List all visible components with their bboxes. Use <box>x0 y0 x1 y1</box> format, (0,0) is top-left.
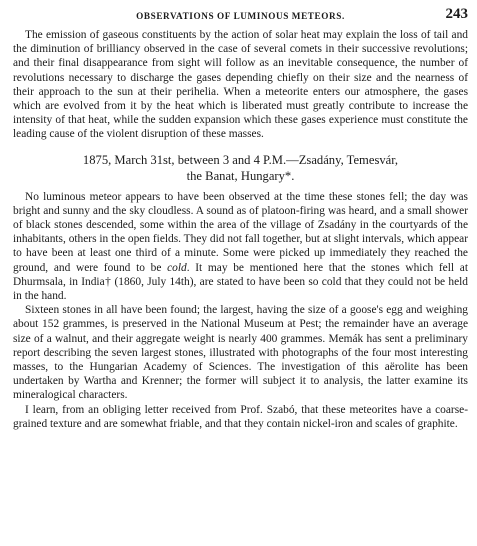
section-heading <box>13 152 468 184</box>
running-header <box>13 6 468 28</box>
section-heading-line2: the Banat, Hungary*. <box>186 168 295 183</box>
section-heading-line1: 1875, March 31st, between 3 and 4 P.M.—Zsadány, Temesvár, <box>82 152 399 167</box>
paragraph1-emphasis: cold <box>167 261 187 274</box>
book-page <box>13 6 468 431</box>
section-paragraph-2: Sixteen stones in all have been found; the largest, having the size of a goose's egg and weighing about 152 grammes, is preserved in the National Museum at Pest; the remainder have an average size of a walnut, and their aggregate weight is nearly 400 grammes. Memák has sent a preliminary report describing the seven largest stones, illustrated with photographs of the four most interesting masses, to the Hungarian Academy of Sciences. The investigation of this aërolite has been undertaken by Wartha and Krenner; the former will subject it to analysis, the latter examine its mineralogical characters. <box>13 304 468 402</box>
intro-paragraph: The emission of gaseous constituents by the action of solar heat may explain the loss of tail and the diminution of brilliancy observed in the case of several comets in their successive revolutions; and their final disappearance from sight will follow as an inevitable consequence, the number of revolutions necessary to discharge the gases depending chiefly on their size and the nearness of their approach to the sun at their perihelia. When a meteorite enters our atmosphere, the gases which are evolved from it by the heat which is liberated must greatly contribute to increase the intensity of that heat, while the sudden expansion which these gases experience must constitute the leading cause of the violent disruption of these masses. <box>13 29 468 141</box>
page-number: 243 <box>445 6 468 22</box>
section-paragraph-3: I learn, from an obliging letter received from Prof. Szabó, that these meteorites have a coarse-grained texture and are somewhat friable, and that they contain nickel-iron and scales of graphite. <box>13 403 468 430</box>
paragraph1-text-b: . It may be mentioned here that the stones which fell at Dhurmsala, in India† (1860, July 14th), are stated to have been so cold that they could not be held in the hand. <box>13 261 468 303</box>
section-paragraph-1 <box>13 190 468 304</box>
paragraph1-text-a: No luminous meteor appears to have been observed at the time these stones fell; the day was bright and sunny and the sky cloudless. A sound as of platoon-firing was heard, and a small shower of black stones descended, some within the area of the village of Zsadány in the courtyards of the inhabitants, others in the open fields. They did not fall together, but at slight intervals, which appear to have been at least one third of a minute. Some were picked up immediately they reached the ground, and were found to be <box>13 190 468 274</box>
running-title: OBSERVATIONS OF LUMINOUS METEORS. <box>136 11 345 21</box>
